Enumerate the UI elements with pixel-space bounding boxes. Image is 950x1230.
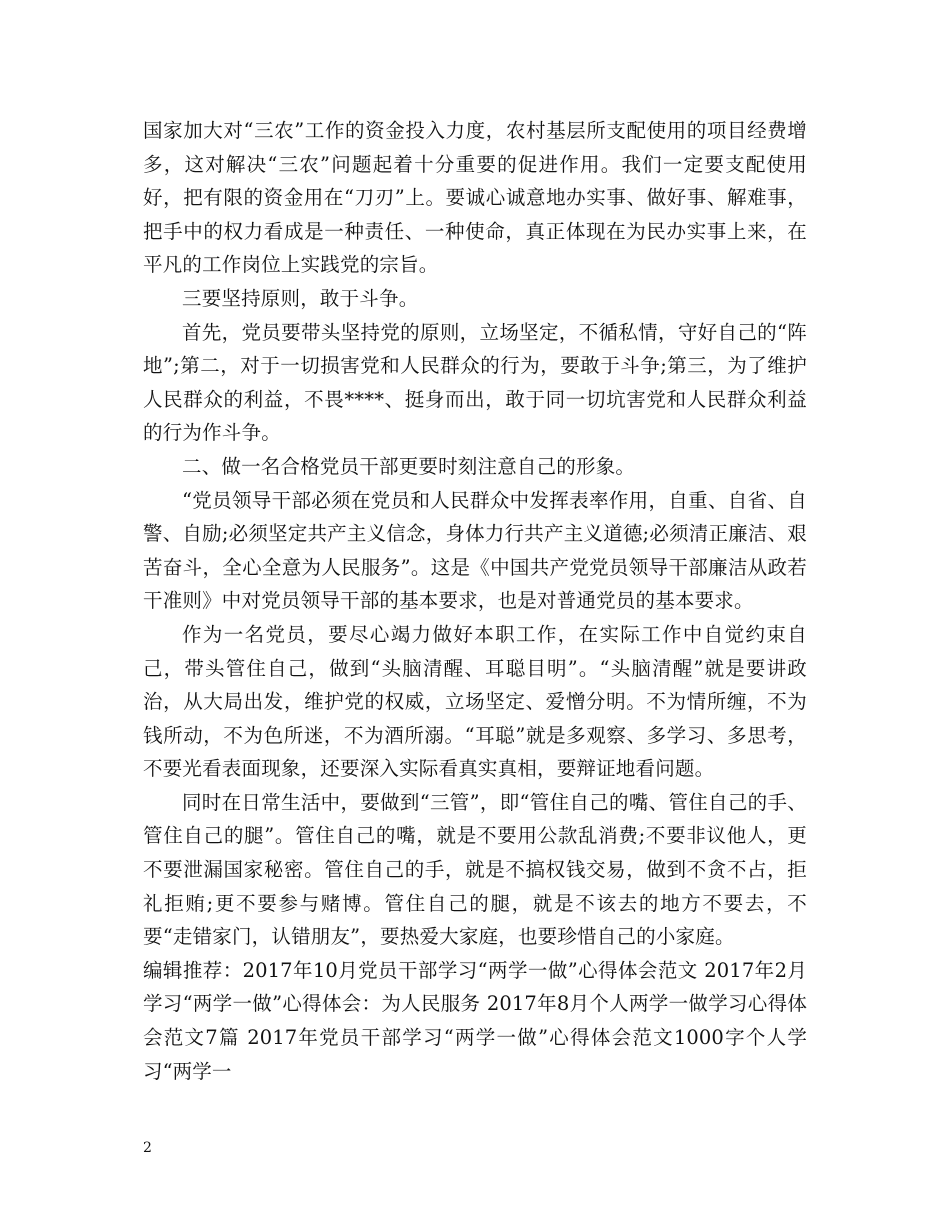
editor-recommendation: 编辑推荐：2017年10月党员干部学习“两学一做”心得体会范文 2017年2月学习“两学一做”心得体会：为人民服务 2017年8月个人两学一做学习心得体会范文7篇 2017年党员干部学习“两学一做”心得体会范文1000字个人学习“两学一 (143, 958, 807, 1083)
paragraph-principle: 首先，党员要带头坚持党的原则，立场坚定，不循私情，守好自己的“阵地”;第二，对于一切损害党和人民群众的行为，要敢于斗争;第三，为了维护人民群众的利益，不畏****、挺身而出，敢于同一切坑害党和人民群众利益的行为作斗争。 (143, 320, 807, 445)
paragraph-quote: “党员领导干部必须在党员和人民群众中发挥表率作用，自重、自省、自警、自励;必须坚定共产主义信念，身体力行共产主义道德;必须清正廉洁、艰苦奋斗，全心全意为人民服务”。这是《中国共产党党员领导干部廉洁从政若干准则》中对党员领导干部的基本要求，也是对普通党员的基本要求。 (143, 488, 807, 613)
paragraph-three-controls: 同时在日常生活中，要做到“三管”，即“管住自己的嘴、管住自己的手、管住自己的腿”。管住自己的嘴，就是不要用公款乱消费;不要非议他人，更不要泄漏国家秘密。管住自己的手，就是不搞权钱交易，做到不贪不占，拒礼拒贿;更不要参与赌博。管住自己的腿，就是不该去的地方不要去，不要“走错家门，认错朋友”，要热爱大家庭，也要珍惜自己的小家庭。 (143, 790, 807, 949)
paragraph-funds: 国家加大对“三农”工作的资金投入力度，农村基层所支配使用的项目经费增多，这对解决“三农”问题起着十分重要的促进作用。我们一定要支配使用好，把有限的资金用在“刀刃”上。要诚心诚意地办实事、做好事、解难事，把手中的权力看成是一种责任、一种使命，真正体现在为民办实事上来，在平凡的工作岗位上实践党的宗旨。 (143, 119, 807, 277)
paragraph-heading-image: 二、做一名合格党员干部更要时刻注意自己的形象。 (182, 454, 636, 478)
paragraph-self-discipline: 作为一名党员，要尽心竭力做好本职工作，在实际工作中自觉约束自己，带头管住自己，做到“头脑清醒、耳聪目明”。“头脑清醒”就是要讲政治，从大局出发，维护党的权威，立场坚定、爱憎分明。不为情所缠，不为钱所动，不为色所迷，不为酒所溺。“耳聪”就是多观察、多学习、多思考，不要光看表面现象，还要深入实际看真实真相，要辩证地看问题。 (143, 622, 807, 781)
paragraph-heading-principle: 三要坚持原则，敢于斗争。 (182, 286, 419, 310)
page-number: 2 (143, 1140, 152, 1156)
document-body (143, 114, 807, 1088)
